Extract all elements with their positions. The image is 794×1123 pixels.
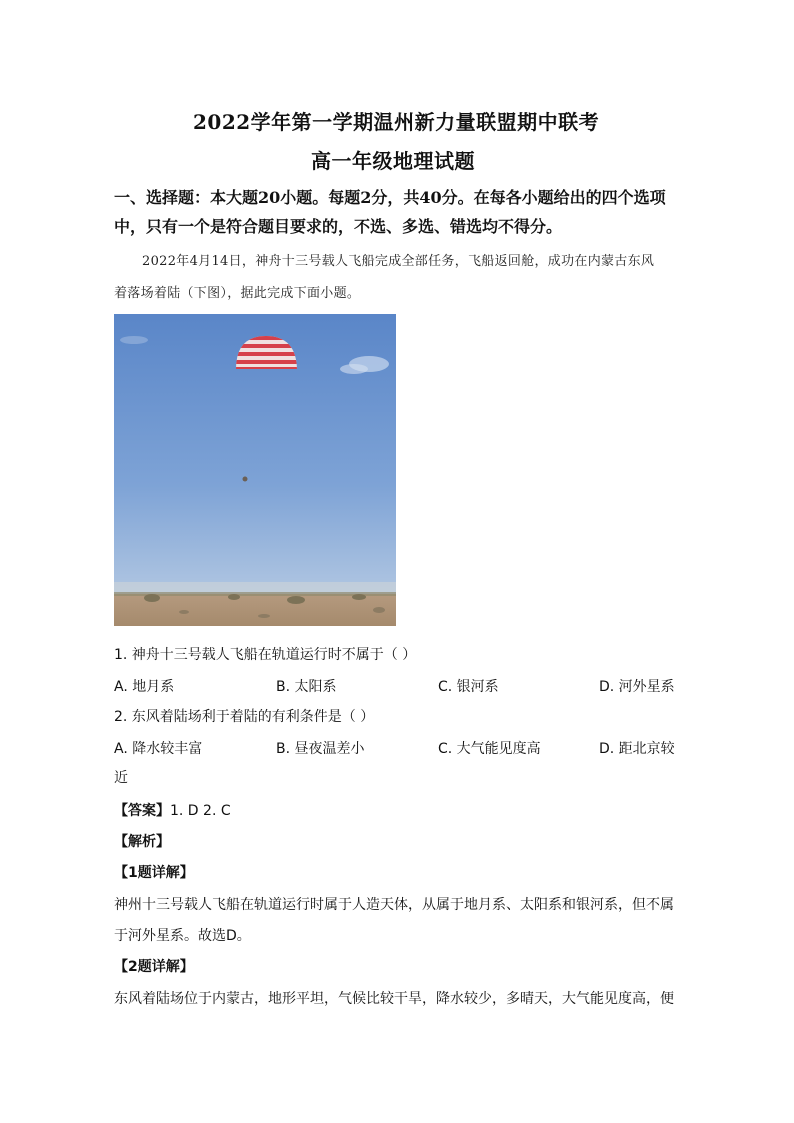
detail-1-label: 【1题详解】 [114,865,194,881]
question-2-option-d-continuation: 近 [114,770,128,786]
answer-text: 1. D 2. C [170,803,231,819]
question-1-option-b: B. 太阳系 [276,679,337,695]
detail-1-line2: 于河外星系。故选D。 [114,928,251,944]
question-2-option-d: D. 距北京较 [599,741,675,757]
question-2-stem: 2. 东风着陆场利于着陆的有利条件是（ ） [114,709,375,725]
answer-line [114,800,231,820]
detail-2-label: 【2题详解】 [114,959,194,975]
question-1-option-d: D. 河外星系 [599,679,675,695]
intro-line2: 着落场着陆（下图），据此完成下面小题。 [114,286,361,301]
question-2-option-c: C. 大气能见度高 [438,741,541,757]
detail-1-line1: 神州十三号载人飞船在轨道运行时属于人造天体，从属于地月系、太阳系和银河系，但不属 [114,897,674,913]
parachute-capsule-photo [114,314,396,626]
question-1-stem: 1. 神舟十三号载人飞船在轨道运行时不属于（ ） [114,647,417,663]
answer-label: 【答案】 [114,803,170,819]
detail-2-line1: 东风着陆场位于内蒙古，地形平坦，气候比较干旱，降水较少，多晴天，大气能见度高，便 [114,991,674,1007]
analysis-label: 【解析】 [114,834,170,850]
section-heading-line2: 中，只有一个是符合题目要求的，不选、多选、错选均不得分。 [114,217,563,236]
document-title: 2022学年第一学期温州新力量联盟期中联考 [193,110,600,134]
question-1-option-a: A. 地月系 [114,679,175,695]
document-subtitle: 高一年级地理试题 [311,149,475,173]
question-2-option-b: B. 昼夜温差小 [276,741,365,757]
question-1-option-c: C. 银河系 [438,679,499,695]
section-heading-line1: 一、选择题：本大题20小题。每题2分，共40分。在每各小题给出的四个选项 [114,188,666,207]
question-2-option-a: A. 降水较丰富 [114,741,203,757]
intro-line1: 2022年4月14日，神舟十三号载人飞船完成全部任务，飞船返回舱，成功在内蒙古东风 [142,254,655,269]
